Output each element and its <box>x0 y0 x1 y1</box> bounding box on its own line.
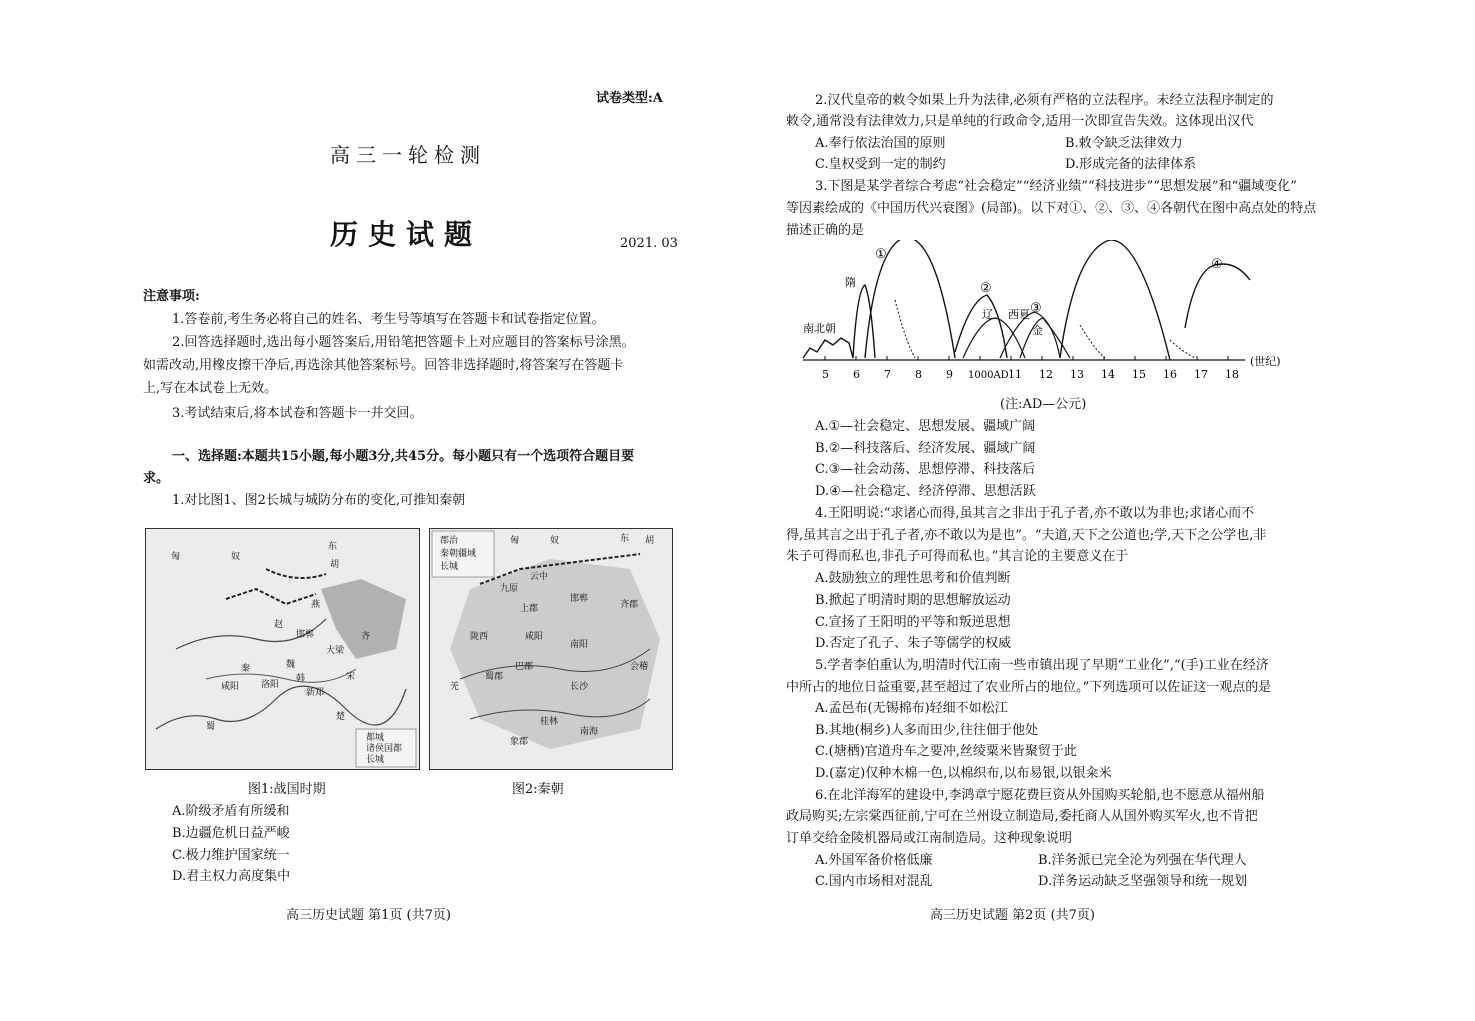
curve-sui <box>853 285 875 358</box>
chart-tick-label: 14 <box>1101 368 1115 381</box>
curve-m1-tail <box>895 300 915 358</box>
q3-option: D.④—社会稳定、经济停滞、思想活跃 <box>815 484 1036 499</box>
chart-tick-label: 8 <box>915 368 922 381</box>
notice-heading: 注意事项: <box>143 289 200 304</box>
map2-legend-item: 郡治 <box>440 536 459 546</box>
notice-line: 2.回答选择题时,选出每小题答案后,用铅笔把答题卡上对应题目的答案标号涂黑。 <box>172 335 635 350</box>
chart-label-m4: ④ <box>1211 257 1223 272</box>
map1-legend-item: 诸侯国都 <box>366 744 403 754</box>
map2-label: 象郡 <box>510 737 529 747</box>
map2-label: 云中 <box>530 572 549 582</box>
curve-m4-tail <box>1170 340 1195 358</box>
q2-option: B.敕令缺乏法律效力 <box>1065 136 1183 151</box>
section-heading-cont: 求。 <box>143 471 170 486</box>
chart-tick-label: 6 <box>853 368 860 381</box>
map2-label: 东 <box>620 534 630 544</box>
chart-label-nanbeichao: 南北朝 <box>803 322 836 335</box>
map2-label: 长沙 <box>570 682 589 692</box>
map1-label: 燕 <box>311 600 321 610</box>
map1-label: 韩 <box>296 674 306 684</box>
chart-tick-label: 1000AD <box>968 370 1009 381</box>
q4-option: D.否定了孔子、朱子等儒学的权威 <box>815 636 1012 651</box>
q4-line: 朱子可得而私也,非孔子可得而私也。”其言论的主要意义在于 <box>786 549 1129 564</box>
map2-label: 南海 <box>580 727 599 737</box>
chart-label-sui: 隋 <box>845 276 856 289</box>
curve-middle <box>1060 240 1170 360</box>
subject-title: 历史试题 <box>330 218 483 251</box>
map1-label: 大梁 <box>326 646 345 656</box>
right-page-footer: 高三历史试题 第2页 (共7页) <box>930 908 1095 923</box>
question-1-stem: 1.对比图1、图2长城与城防分布的变化,可推知秦朝 <box>172 493 466 508</box>
map2-label: 邯郸 <box>570 594 589 604</box>
map1-label: 秦 <box>241 664 251 674</box>
map2-label: 奴 <box>550 536 560 546</box>
section-heading: 一、选择题:本题共15小题,每小题3分,共45分。每小题只有一个选项符合题目要 <box>172 449 635 464</box>
curve-nanbeichao <box>803 338 853 358</box>
q1-option: D.君主权力高度集中 <box>172 869 291 884</box>
q5-option: A.孟邑布(无锡棉布)轻细不如松江 <box>815 701 1008 716</box>
q2-option: A.奉行依法治国的原则 <box>815 136 946 151</box>
chart-tick-label: 18 <box>1225 368 1239 381</box>
notice-line: 1.答卷前,考生务必将自己的姓名、考生号等填写在答题卡和试卷指定位置。 <box>172 312 605 327</box>
map2-label: 咸阳 <box>525 632 544 642</box>
chart-tick-label: 15 <box>1132 368 1146 381</box>
map2-label: 九原 <box>500 584 519 594</box>
q3-line: 等因素绘成的《中国历代兴衰图》(局部)。以下对①、②、③、④各朝代在图中高点处的特点 <box>786 201 1317 216</box>
q6-option: D.洋务运动缺乏坚强领导和统一规划 <box>1038 874 1248 889</box>
paper-type: 试卷类型:A <box>596 91 663 106</box>
chart-unit-label: (世纪) <box>1250 355 1281 368</box>
map2-label: 巴郡 <box>515 662 534 672</box>
q3-option: B.②—科技落后、经济发展、疆域广阔 <box>815 441 1036 456</box>
chart-label-m3: ③ <box>1030 301 1042 316</box>
q6-line: 6.在北洋海军的建设中,李鸿章宁愿花费巨资从外国购买轮船,也不愿意从福州船 <box>815 788 1265 803</box>
q1-option: A.阶级矛盾有所缓和 <box>172 804 290 819</box>
q2-line: 敕令,通常没有法律效力,只是单纯的行政命令,适用一次即宣告失效。这体现出汉代 <box>786 114 1254 129</box>
curve-middle-tail <box>1080 325 1105 358</box>
map1-legend-item: 长城 <box>366 755 385 765</box>
q3-line: 描述正确的是 <box>786 223 865 238</box>
map2-label: 会稽 <box>630 662 649 672</box>
chart-tick-label: 5 <box>822 368 829 381</box>
map1-legend-item: 都城 <box>366 733 385 743</box>
map-qin-dynasty-graphic <box>430 529 672 769</box>
map1-caption: 图1:战国时期 <box>248 782 326 797</box>
chart-tick-label: 9 <box>946 368 953 381</box>
map2-legend-item: 秦朝疆域 <box>440 549 477 559</box>
chart-tick-label: 13 <box>1070 368 1084 381</box>
q4-option: C.宣扬了王阳明的平等和叛逆思想 <box>815 615 1011 630</box>
left-page-footer: 高三历史试题 第1页 (共7页) <box>286 908 451 923</box>
map1-label: 魏 <box>286 660 296 670</box>
q2-option: C.皇权受到一定的制约 <box>815 157 946 172</box>
map1-label: 奴 <box>231 552 241 562</box>
map2-caption: 图2:秦朝 <box>512 782 564 797</box>
map1-label: 赵 <box>274 620 284 630</box>
map2-label: 齐郡 <box>620 600 639 610</box>
chart-note: (注:AD—公元) <box>1000 397 1087 412</box>
map2-legend-item: 长城 <box>440 562 459 572</box>
chart-tick-label: 12 <box>1039 368 1053 381</box>
chart-label-liao: 辽 <box>982 308 993 321</box>
notice-line: 如需改动,用橡皮擦干净后,再选涂其他答案标号。回答非选择题时,将答案写在答题卡 <box>143 358 624 373</box>
map2-label: 上郡 <box>520 604 539 614</box>
chart-label-xixia: 西夏 <box>1008 308 1030 321</box>
q2-option: D.形成完备的法律体系 <box>1065 157 1197 172</box>
chart-tick-label: 17 <box>1194 368 1208 381</box>
map2-label: 桂林 <box>540 717 559 727</box>
map1-label: 胡 <box>330 560 340 570</box>
q5-line: 中所占的地位日益重要,甚至超过了农业所占的地位。”下列选项可以佐证这一观点的是 <box>786 680 1272 695</box>
map2-label: 蜀郡 <box>485 672 504 682</box>
q3-option: C.③—社会动荡、思想停滞、科技落后 <box>815 462 1036 477</box>
map1-label: 蜀 <box>206 722 216 732</box>
q5-option: C.(塘栖)官道舟车之要冲,丝绫粟米皆聚贸于此 <box>815 744 1077 759</box>
map1-label: 东 <box>328 542 338 552</box>
map2-label: 羌 <box>450 682 460 692</box>
map2-label: 胡 <box>645 536 655 546</box>
q4-option: A.鼓励独立的理性思考和价值判断 <box>815 571 1011 586</box>
q3-option: A.①—社会稳定、思想发展、疆域广阔 <box>815 419 1036 434</box>
map-warring-states <box>145 528 420 770</box>
q6-option: C.国内市场相对混乱 <box>815 874 933 889</box>
q6-option: A.外国军备价格低廉 <box>815 853 933 868</box>
map2-label: 南阳 <box>570 640 589 650</box>
map-warring-states-graphic <box>146 529 419 769</box>
map-qin-dynasty <box>429 528 673 770</box>
map1-label: 邯郸 <box>296 630 315 640</box>
q4-option: B.掀起了明清时期的思想解放运动 <box>815 593 1011 608</box>
map1-label: 宋 <box>346 672 356 682</box>
map1-label: 咸阳 <box>221 682 240 692</box>
map2-label: 匈 <box>510 536 520 546</box>
map1-label: 新郑 <box>306 688 325 698</box>
map1-label: 洛阳 <box>261 680 280 690</box>
curve-liao <box>963 318 1025 358</box>
chart-label-m1: ① <box>875 247 887 262</box>
map1-label: 楚 <box>336 712 346 722</box>
q6-line: 订单交给金陵机器局或江南制造局。这种现象说明 <box>786 831 1073 846</box>
chart-tick-label: 11 <box>1008 368 1022 381</box>
map1-label: 齐 <box>361 632 371 642</box>
exam-date: 2021. 03 <box>620 236 678 251</box>
chart-tick-label: 7 <box>884 368 891 381</box>
q1-option: C.极力维护国家统一 <box>172 848 290 863</box>
map1-label: 匈 <box>171 552 181 562</box>
q6-line: 政局购买;左宗棠西征前,宁可在兰州设立制造局,委托商人从国外购买军火,也不肯把 <box>786 809 1258 824</box>
q3-line: 3.下图是某学者综合考虑“社会稳定”“经济业绩”“科技进步”“思想发展”和“疆域变化” <box>815 179 1297 194</box>
curve-m4 <box>1185 264 1250 328</box>
chart-label-m2: ② <box>980 281 992 296</box>
q6-option: B.洋务派已完全沦为列强在华代理人 <box>1038 853 1247 868</box>
q4-line: 得,虽其言之出于孔子者,亦不敢以为是也”。“夫道,天下之公道也;学,天下之公学也,非 <box>786 528 1267 543</box>
map2-label: 陇西 <box>470 632 489 642</box>
q2-line: 2.汉代皇帝的敕令如果上升为法律,必须有严格的立法程序。未经立法程序制定的 <box>815 93 1274 108</box>
chart-tick-label: 16 <box>1163 368 1177 381</box>
chart-label-jin: 金 <box>1032 324 1043 337</box>
exam-title: 高三一轮检测 <box>330 143 486 167</box>
notice-line: 3.考试结束后,将本试卷和答题卡一并交回。 <box>172 406 423 421</box>
q5-option: D.(嘉定)仅种木棉一色,以棉织布,以布易银,以银籴米 <box>815 766 1112 781</box>
q3-rise-fall-chart <box>795 240 1295 390</box>
q1-option: B.边疆危机日益严峻 <box>172 826 290 841</box>
q5-line: 5.学者李伯重认为,明清时代江南一些市镇出现了早期“工业化”,“(手)工业在经济 <box>815 658 1269 673</box>
q5-option: B.其地(桐乡)人多而田少,往往佃于他处 <box>815 723 1038 738</box>
q4-line: 4.王阳明说:“求诸心而得,虽其言之非出于孔子者,亦不敢以为非也;求诸心而不 <box>815 506 1255 521</box>
notice-line: 上,写在本试卷上无效。 <box>143 381 278 396</box>
